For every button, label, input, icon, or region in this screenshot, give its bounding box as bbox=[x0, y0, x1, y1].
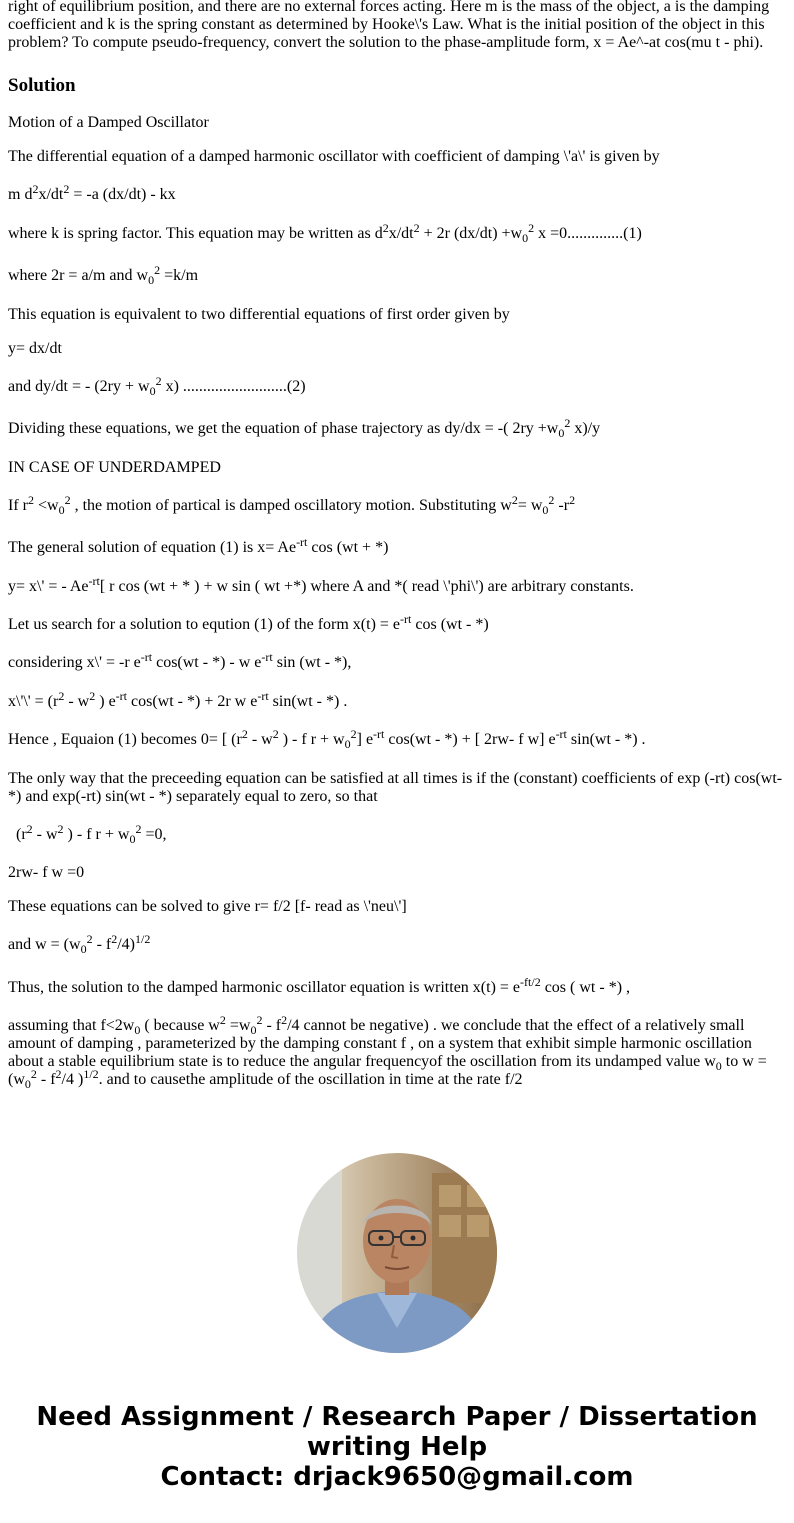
condition-2: 2rw- f w =0 bbox=[8, 864, 85, 881]
author-photo bbox=[297, 1153, 497, 1353]
coefficient-condition: The only way that the preceeding equation can be satisfied at all times is if the (constant) coefficients of exp (-rt) cos(wt- *) and exp(-rt) sin(wt - *) separately equal to zero, so that bbox=[8, 770, 783, 805]
omega-definition: and $w = (w_0^2 - f^2/4)^{1/2}$ bbox=[8, 932, 151, 956]
general-solution: The general solution of equation (1) is $x= Ae^{-rt}$ cos (wt + *) bbox=[8, 535, 389, 556]
equation-1: where k is spring factor. This equation may be written as $d^2x/dt^2 + 2r$ $(dx/dt) +w_0^2$ x =0..............(1) bbox=[8, 221, 642, 245]
solution-subtitle: Motion of a Damped Oscillator bbox=[8, 114, 209, 131]
solution-heading: Solution bbox=[8, 75, 76, 96]
underdamped-label: IN CASE OF UNDERDAMPED bbox=[8, 459, 221, 476]
promo-contact: Contact: drjack9650@gmail.com bbox=[160, 1462, 634, 1492]
equation-main: m $d^2x/dt^2 = -a$ (dx/dt) - kx bbox=[8, 182, 176, 203]
phase-trajectory: Dividing these equations, we get the equation of phase trajectory as dy/dx = -( $2ry +w_0^2$ x)/y bbox=[8, 416, 601, 440]
conclusion-paragraph: assuming that $f<2w_0$ ( because $w^2 =w_0^2 - f^2/4$ cannot be negative) . we conclude that the effect of a relatively small amount of damping , parameterized by the damping constant f , on a system that exhibit simple harmonic oscillation about a stable equilibrium state is to reduce the angular frequencyof the oscillation from its undamped value $w_0$ to $w = (w_0^2 - f^2/4$ )$^{1/2}$. and to causethe amplitude of the oscillation in time at the rate f/2 bbox=[8, 1013, 767, 1091]
question-text: right of equilibrium position, and there are no external forces acting. Here m is the mass of the object, a is the damping coefficient and k is the spring constant as determined by Hooke\'s Law. What is the initial position of the object in this problem? To compute pseudo-frequency, convert the solution to the phase-amplitude form, x = Ae^-at cos(mu t - phi). bbox=[8, 0, 770, 51]
author-avatar bbox=[297, 1153, 497, 1353]
y-definition: y= dx/dt bbox=[8, 340, 62, 357]
promo-footer bbox=[0, 1402, 794, 1492]
second-derivative: x\'\' = ($r^2 - w^2$ ) $e^{-rt}$ cos(wt - *) + 2r w $e^{-rt}$ sin(wt - *) . bbox=[8, 689, 348, 710]
first-derivative: considering x\' = -r $e^{-rt}$ cos(wt - *) - w $e^{-rt}$ sin (wt - *), bbox=[8, 650, 352, 671]
underdamped-condition: If $r^2 <w_0^2$ , the motion of partical is damped oscillatory motion. Substituting $w^2= w_0^2$ $-r^2$ bbox=[8, 493, 576, 517]
trial-solution: Let us search for a solution to eqution (1) of the form $x(t) = e^{-rt}$ cos (wt - *) bbox=[8, 612, 489, 633]
solution-intro: The differential equation of a damped harmonic oscillator with coefficient of damping \'a\' is given by bbox=[8, 148, 660, 165]
equivalence-text: This equation is equivalent to two differential equations of first order given by bbox=[8, 306, 510, 323]
condition-1: ($r^2 - w^2$ ) - f $r + w_0^2 =0$, bbox=[16, 822, 167, 846]
substituted-equation: Hence , Equaion (1) becomes 0= [ ($r^2 - w^2$ ) - f $r + w_0^2$] $e^{-rt}$ cos(wt - *) + [ 2rw- f w] $e^{-rt}$ sin(wt - *) . bbox=[8, 727, 646, 751]
equation-2: and dy/dt = - ($2ry + w_0^2$ x) ..........................(2) bbox=[8, 374, 306, 398]
definition-r: where 2r = a/m and $w_0^2 =k/m$ bbox=[8, 263, 199, 287]
promo-line-1: Need Assignment / Research Paper / Dissertation bbox=[36, 1402, 758, 1432]
promo-line-2: writing Help bbox=[306, 1432, 488, 1462]
final-solution: Thus, the solution to the damped harmonic oscillator equation is written $x(t) = e^{-ft/2}$ cos ( wt - *) , bbox=[8, 975, 631, 996]
solved-r: These equations can be solved to give r= f/2 [f- read as \'neu\'] bbox=[8, 898, 407, 915]
velocity-expression: y= x\' = - $Ae^{-rt}$[ r cos (wt + * ) + w sin ( wt +*) where A and *( read \'phi\') are arbitrary constants. bbox=[8, 574, 634, 595]
